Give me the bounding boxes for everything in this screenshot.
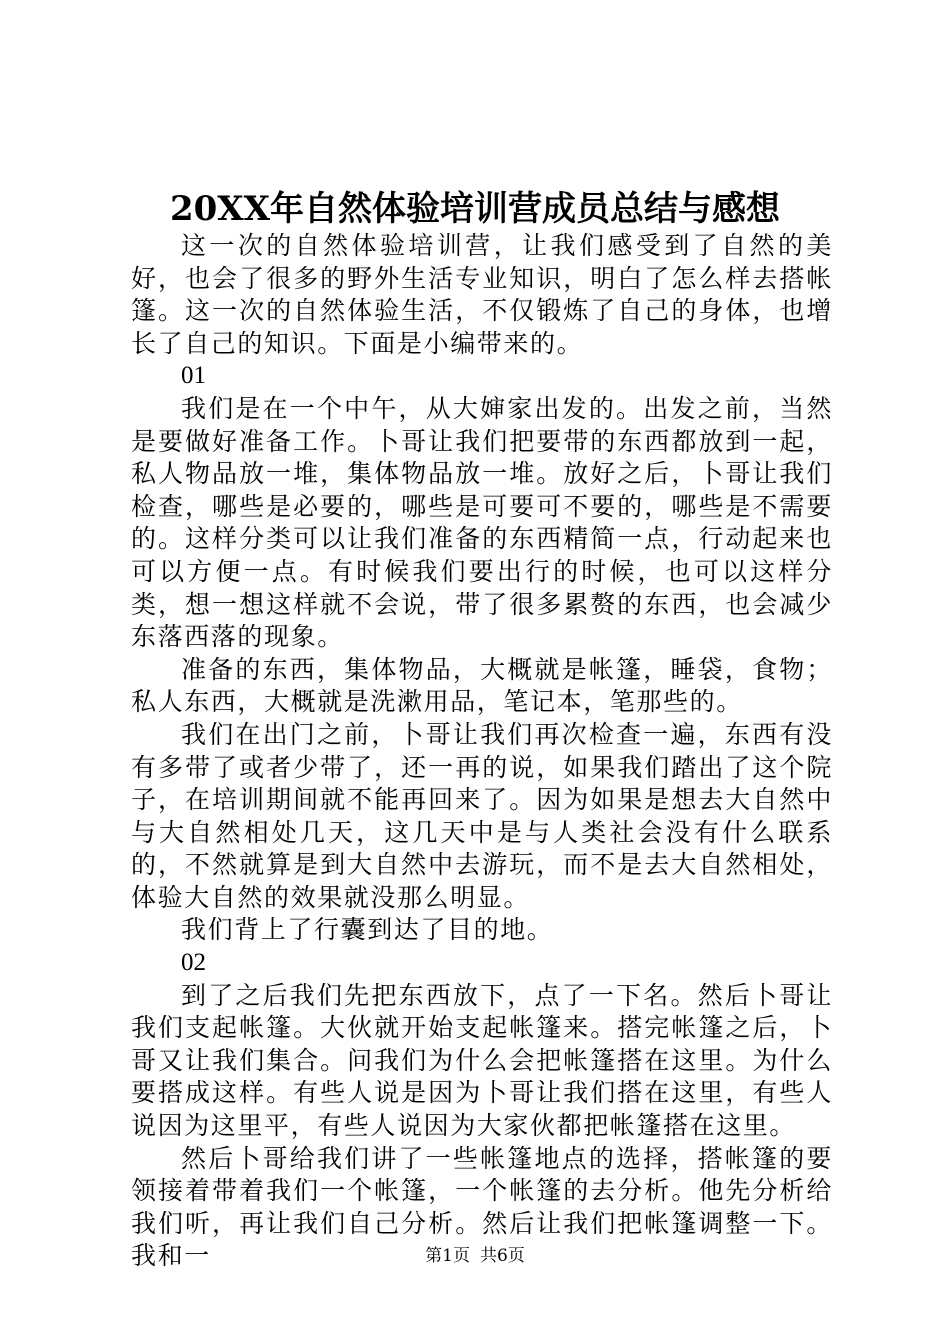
paragraph: 到了之后我们先把东西放下，点了一下名。然后卜哥让我们支起帐篷。大伙就开始支起帐篷来。搭完帐篷之后，卜哥又让我们集合。问我们为什么会把帐篷搭在这里。为什么要搭成这样。有些人说是因为卜哥让我们搭在这里，有些人说因为这里平，有些人说因为大家伙都把帐篷搭在这里。	[131, 980, 833, 1141]
document-body	[131, 230, 833, 1273]
paragraph: 我们背上了行囊到达了目的地。	[181, 915, 554, 945]
page-footer	[0, 1244, 950, 1268]
document-title: 20XX年自然体验培训营成员总结与感想	[169, 189, 781, 229]
paragraph: 我们在出门之前，卜哥让我们再次检查一遍，东西有没有多带了或者少带了，还一再的说，如果我们踏出了这个院子，在培训期间就不能再回来了。因为如果是想去大自然中与大自然相处几天，这几天中是与人类社会没有什么联系的，不然就算是到大自然中去游玩，而不是去大自然相处，体验大自然的效果就没那么明显。	[131, 719, 833, 912]
page-total: 共6页	[480, 1246, 525, 1266]
page-number: 第1页	[425, 1246, 470, 1266]
section-number-02: 02	[181, 949, 206, 977]
paragraph: 然后卜哥给我们讲了一些帐篷地点的选择，搭帐篷的要领接着带着我们一个帐篷，一个帐篷的去分析。他先分析给我们听，再让我们自己分析。然后让我们把帐篷调整一下。我和一	[131, 1143, 833, 1271]
paragraph: 我们是在一个中午，从大婶家出发的。出发之前，当然是要做好准备工作。卜哥让我们把要带的东西都放到一起，私人物品放一堆，集体物品放一堆。放好之后，卜哥让我们检查，哪些是必要的，哪些是可要可不要的，哪些是不需要的。这样分类可以让我们准备的东西精简一点，行动起来也可以方便一点。有时候我们要出行的时候，也可以这样分类，想一想这样就不会说，带了很多累赘的东西，也会减少东落西落的现象。	[131, 393, 833, 652]
paragraph: 准备的东西，集体物品，大概就是帐篷，睡袋，食物；私人东西，大概就是洗漱用品，笔记本，笔那些的。	[131, 654, 833, 717]
paragraph-intro: 这一次的自然体验培训营，让我们感受到了自然的美好，也会了很多的野外生活专业知识，明白了怎么样去搭帐篷。这一次的自然体验生活，不仅锻炼了自己的身体，也增长了自己的知识。下面是小编带来的。	[131, 231, 833, 358]
section-number-01: 01	[181, 362, 206, 390]
